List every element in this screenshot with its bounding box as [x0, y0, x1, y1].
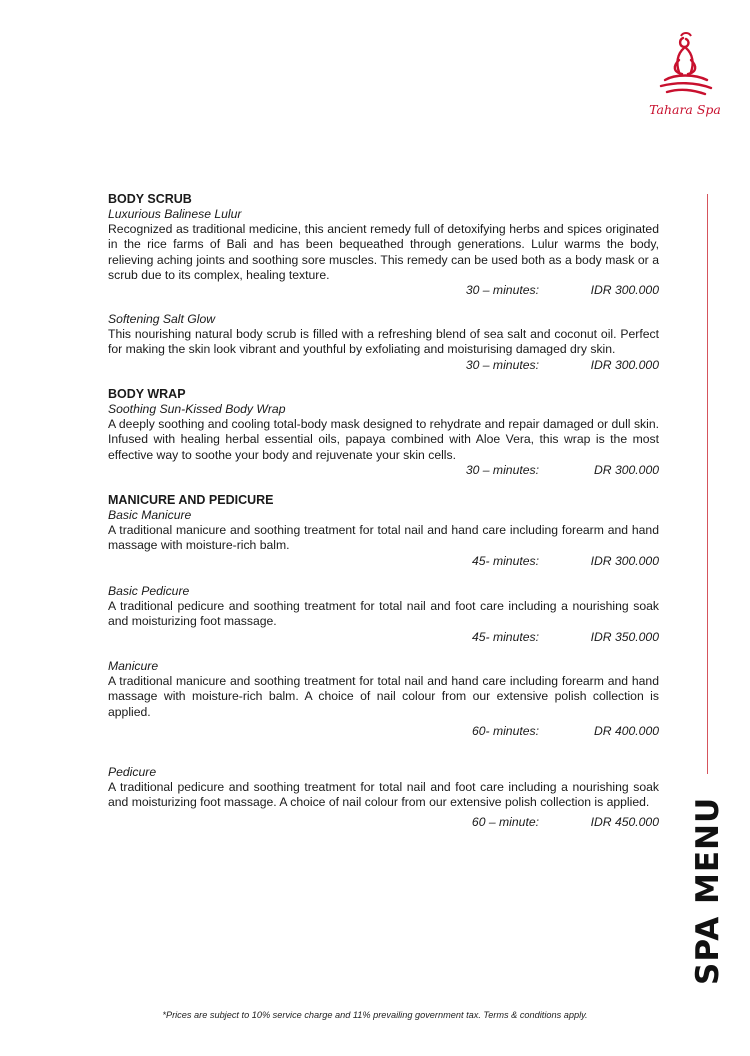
item-duration: 45- minutes:	[471, 553, 539, 568]
brand-name: Tahara Spa	[649, 102, 721, 117]
section-manicure-pedicure	[108, 492, 659, 570]
item-duration: 60 – minute:	[471, 814, 539, 829]
item-name: Manicure	[108, 659, 159, 673]
item-price: DR 300.000	[593, 462, 659, 477]
item-duration: 60- minutes:	[471, 723, 539, 738]
price-row	[108, 630, 659, 646]
item-duration: 45- minutes:	[471, 629, 539, 644]
item-description: A traditional pedicure and soothing treatment for total nail and foot care including a nourishing soak and moisturizing foot massage. A choice of nail colour from our extensive polish collection is applied.	[108, 780, 659, 810]
item-description: A traditional pedicure and soothing treatment for total nail and foot care including a nourishing soak and moisturizing foot massage.	[108, 599, 659, 629]
section-title: MANICURE AND PEDICURE	[108, 493, 274, 507]
section-title: BODY WRAP	[108, 387, 186, 401]
item-name: Pedicure	[108, 765, 157, 779]
item-name: Basic Pedicure	[108, 584, 190, 598]
section-body-wrap	[108, 386, 659, 479]
side-divider	[707, 194, 708, 774]
menu-item-softening-salt-glow	[108, 312, 659, 374]
meditating-figure-icon	[655, 30, 715, 102]
item-duration: 30 – minutes:	[465, 357, 539, 372]
menu-item-manicure	[108, 659, 659, 740]
price-row	[108, 554, 659, 570]
side-title: SPA MENU	[690, 796, 726, 985]
item-name: Softening Salt Glow	[108, 312, 216, 326]
item-description: A traditional manicure and soothing treatment for total nail and hand care including forearm and hand massage with moisture-rich balm.	[108, 523, 659, 553]
item-name: Soothing Sun-Kissed Body Wrap	[108, 402, 286, 416]
section-body-scrub	[108, 191, 659, 299]
item-description: A deeply soothing and cooling total-body mask designed to rehydrate and repair damaged or dull skin. Infused with healing herbal essential oils, papaya combined with Aloe Vera, this wrap is the most effective way to soothe your body and rejuvenate your skin cells.	[108, 417, 659, 462]
price-row	[108, 463, 659, 479]
section-title: BODY SCRUB	[108, 192, 192, 206]
menu-item-basic-pedicure	[108, 584, 659, 646]
price-row	[108, 724, 659, 740]
item-name: Basic Manicure	[108, 508, 192, 522]
item-price: IDR 350.000	[590, 629, 659, 644]
footnote: *Prices are subject to 10% service charge and 11% prevailing government tax. Terms & conditions apply.	[162, 1010, 588, 1020]
item-description: A traditional manicure and soothing treatment for total nail and hand care including forearm and hand massage with moisture-rich balm. A choice of nail colour from our extensive polish collection is applied.	[108, 674, 659, 719]
brand-logo	[645, 30, 725, 125]
item-description: Recognized as traditional medicine, this ancient remedy full of detoxifying herbs and spices originated in the rice farms of Bali and has been bequeathed through generations. Lulur warms the body, relieving aching joints and soothing sore muscles. This remedy can be used both as a body mask or a scrub due to its complex, healing texture.	[108, 222, 659, 282]
item-description: This nourishing natural body scrub is filled with a refreshing blend of sea salt and coconut oil. Perfect for making the skin look vibrant and youthful by exfoliating and moisturising damaged dry skin.	[108, 327, 659, 357]
item-duration: 30 – minutes:	[465, 462, 539, 477]
item-duration: 30 – minutes:	[465, 283, 539, 298]
item-price: DR 400.000	[593, 723, 659, 738]
item-price: IDR 300.000	[590, 357, 659, 372]
item-name: Luxurious Balinese Lulur	[108, 207, 242, 221]
item-price: IDR 450.000	[590, 814, 659, 829]
price-row	[108, 283, 659, 299]
menu-item-pedicure	[108, 765, 659, 831]
price-row	[108, 358, 659, 374]
item-price: IDR 300.000	[590, 553, 659, 568]
item-price: IDR 300.000	[590, 283, 659, 298]
price-row	[108, 815, 659, 831]
